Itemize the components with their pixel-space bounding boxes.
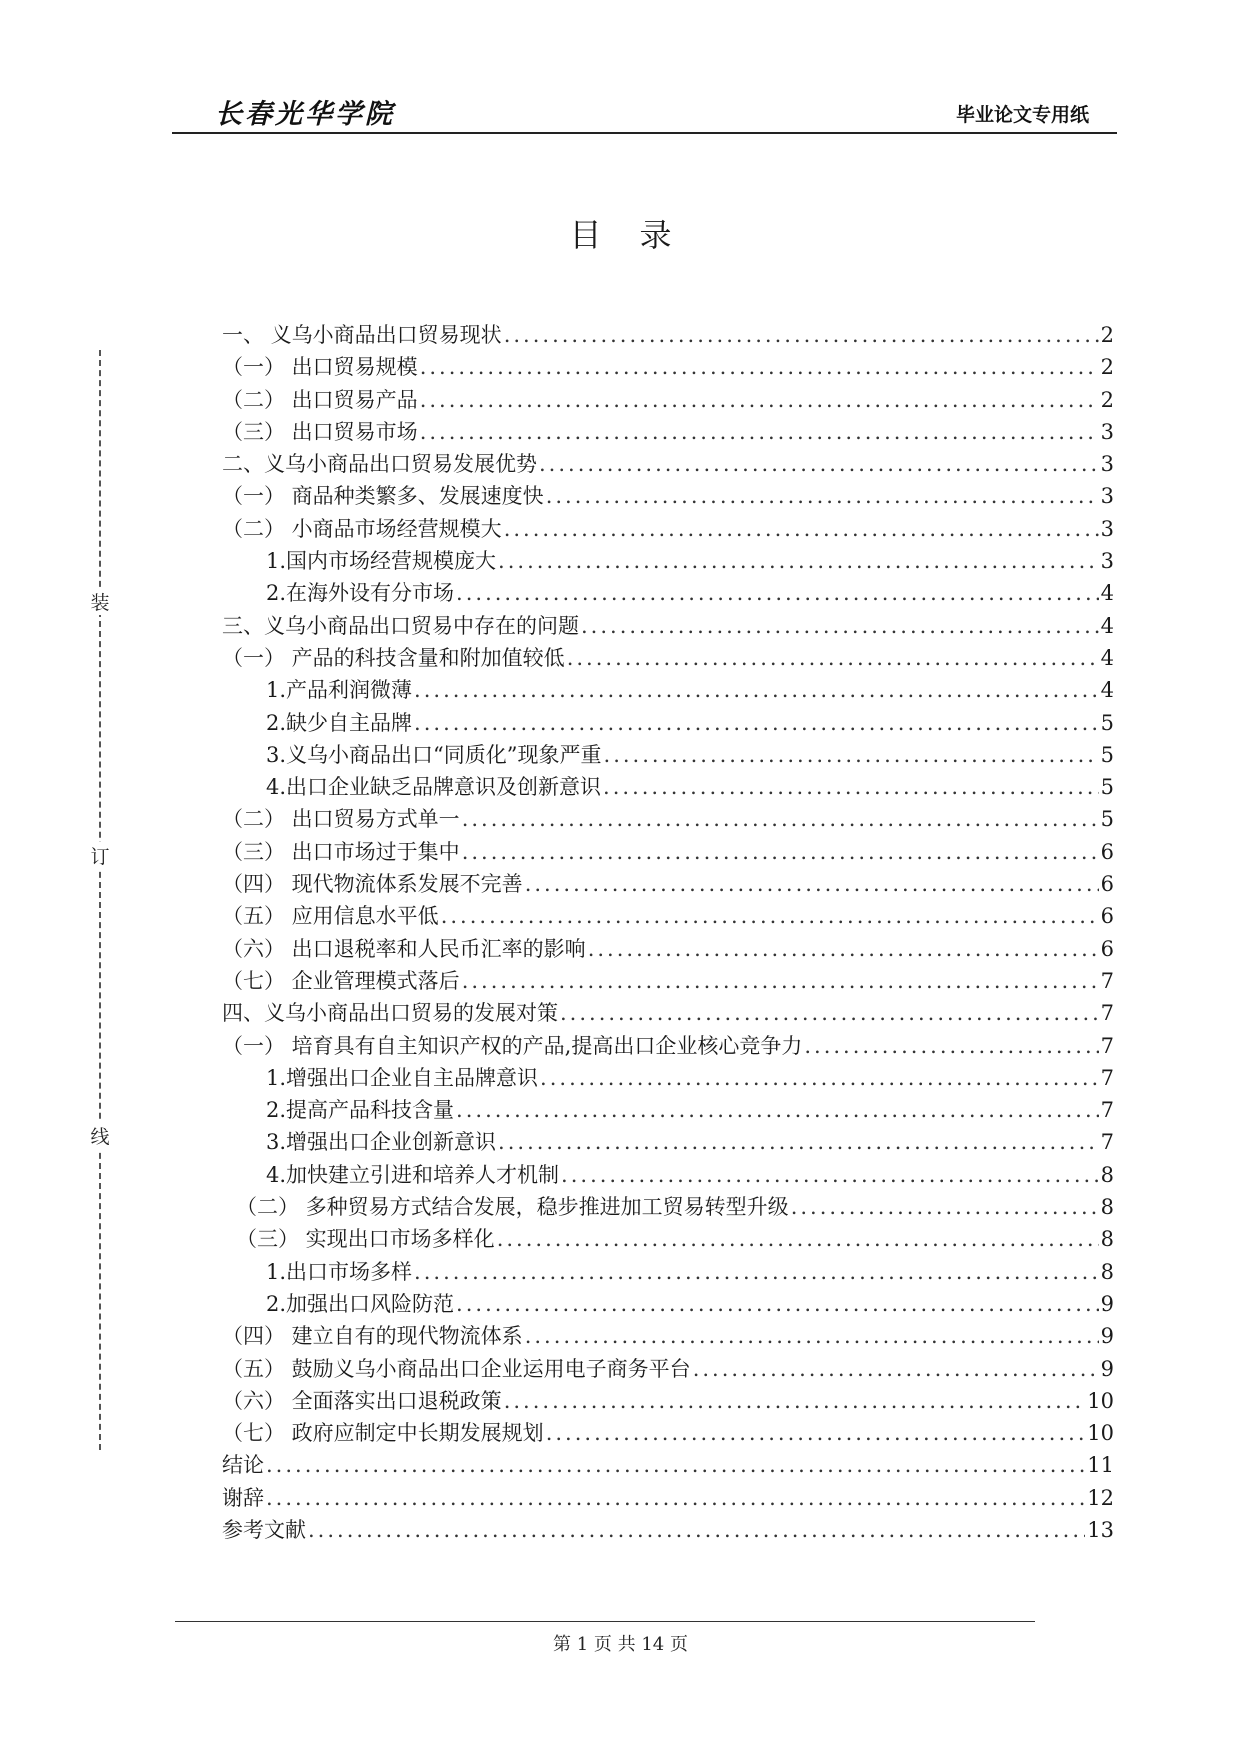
dot-leader — [504, 319, 1099, 351]
toc-entry-title: （三） 出口市场过于集中 — [222, 839, 460, 864]
toc-entry-title: 4.加快建立引进和培养人才机制 — [266, 1162, 560, 1187]
toc-entry[interactable] — [222, 1030, 1114, 1062]
dot-leader — [588, 933, 1099, 965]
toc-entry-page: 6 — [1100, 936, 1114, 961]
toc-entry-page: 5 — [1100, 742, 1114, 767]
dot-leader — [420, 384, 1099, 416]
toc-entry-title: 3.增强出口企业创新意识 — [266, 1130, 497, 1155]
toc-entry-title: （二） 多种贸易方式结合发展，稳步推进加工贸易转型升级 — [236, 1195, 789, 1220]
toc-entry[interactable] — [222, 1223, 1114, 1255]
dot-leader — [420, 351, 1099, 383]
toc-entry[interactable] — [222, 1191, 1114, 1223]
toc-entry[interactable] — [222, 416, 1114, 448]
toc-entry[interactable] — [222, 577, 1114, 609]
dot-leader — [546, 1417, 1086, 1449]
paper-label: 毕业论文专用纸 — [955, 104, 1089, 126]
toc-entry-page: 8 — [1100, 1195, 1114, 1220]
dot-leader — [456, 1288, 1099, 1320]
toc-entry-page: 6 — [1100, 904, 1114, 929]
toc-entry-page: 11 — [1087, 1453, 1114, 1478]
dot-leader — [498, 1126, 1099, 1158]
dot-leader — [693, 1353, 1099, 1385]
table-of-contents — [222, 319, 1114, 1546]
toc-entry[interactable] — [222, 384, 1114, 416]
toc-entry-title: （二） 出口贸易产品 — [222, 387, 418, 412]
toc-entry-title: 一、 义乌小商品出口贸易现状 — [222, 323, 502, 347]
toc-entry[interactable] — [222, 1449, 1114, 1481]
toc-entry-title: 1.出口市场多样 — [266, 1259, 413, 1284]
toc-entry[interactable] — [222, 1094, 1114, 1126]
binding-label: 订 — [88, 842, 112, 869]
toc-entry-page: 7 — [1100, 968, 1114, 993]
toc-entry-title: （四） 建立自有的现代物流体系 — [222, 1324, 523, 1349]
dot-leader — [504, 513, 1099, 545]
toc-entry-page: 9 — [1100, 1324, 1114, 1349]
toc-entry-title: （四） 现代物流体系发展不完善 — [222, 872, 523, 897]
toc-entry[interactable] — [222, 836, 1114, 868]
toc-entry-page: 7 — [1100, 1065, 1114, 1090]
toc-entry-title: （二） 出口贸易方式单一 — [222, 807, 460, 832]
dot-leader — [581, 610, 1099, 642]
toc-entry-title: （六） 全面落实出口退税政策 — [222, 1388, 502, 1413]
toc-entry-title: （一） 出口贸易规模 — [222, 355, 418, 380]
dot-leader — [561, 1159, 1099, 1191]
dot-leader — [462, 803, 1099, 835]
toc-entry-title: （五） 鼓励义乌小商品出口企业运用电子商务平台 — [222, 1356, 691, 1381]
toc-entry[interactable] — [222, 900, 1114, 932]
dot-leader — [414, 1256, 1099, 1288]
toc-entry-title: （七） 政府应制定中长期发展规划 — [222, 1421, 544, 1446]
dot-leader — [441, 900, 1099, 932]
toc-entry[interactable] — [222, 707, 1114, 739]
toc-entry-title: 二、义乌小商品出口贸易发展优势 — [222, 452, 537, 477]
page-number: 第 1 页 共 14 页 — [553, 1634, 688, 1655]
toc-entry[interactable] — [222, 448, 1114, 480]
toc-entry-page: 12 — [1087, 1485, 1114, 1510]
dot-leader — [546, 480, 1099, 512]
toc-entry[interactable] — [222, 351, 1114, 383]
toc-entry-page: 6 — [1100, 839, 1114, 864]
toc-entry-page: 10 — [1087, 1421, 1114, 1446]
toc-entry[interactable] — [222, 803, 1114, 835]
dot-leader — [525, 1320, 1099, 1352]
toc-entry[interactable] — [222, 1256, 1114, 1288]
dot-leader — [497, 1223, 1099, 1255]
dot-leader — [540, 1062, 1099, 1094]
dot-leader — [567, 642, 1099, 674]
dot-leader — [804, 1030, 1098, 1062]
toc-entry[interactable] — [222, 933, 1114, 965]
toc-entry-page: 8 — [1100, 1227, 1114, 1252]
toc-entry-title: 2.提高产品科技含量 — [266, 1098, 455, 1123]
toc-entry-title: 4.出口企业缺乏品牌意识及创新意识 — [266, 775, 602, 800]
toc-entry-title: 谢辞 — [222, 1485, 264, 1510]
toc-entry-title: 2.在海外设有分市场 — [266, 581, 455, 606]
toc-entry-page: 2 — [1100, 323, 1114, 347]
toc-entry[interactable] — [222, 1353, 1114, 1385]
toc-entry[interactable] — [222, 771, 1114, 803]
toc-entry[interactable] — [222, 1159, 1114, 1191]
dot-leader — [560, 997, 1099, 1029]
toc-entry[interactable] — [222, 1385, 1114, 1417]
toc-entry-page: 3 — [1100, 484, 1114, 509]
toc-entry[interactable] — [222, 739, 1114, 771]
toc-title: 目录 — [569, 216, 710, 254]
toc-entry-title: 2.加强出口风险防范 — [266, 1291, 455, 1316]
toc-entry-title: （一） 产品的科技含量和附加值较低 — [222, 645, 565, 670]
toc-entry[interactable] — [222, 997, 1114, 1029]
toc-entry[interactable] — [222, 1482, 1114, 1514]
toc-entry[interactable] — [222, 480, 1114, 512]
toc-entry[interactable] — [222, 545, 1114, 577]
dot-leader — [498, 545, 1099, 577]
toc-entry-page: 10 — [1087, 1388, 1114, 1413]
toc-entry-page: 7 — [1100, 1130, 1114, 1155]
toc-entry[interactable] — [222, 513, 1114, 545]
dot-leader — [266, 1482, 1085, 1514]
toc-entry[interactable] — [222, 1126, 1114, 1158]
toc-entry-title: （三） 出口贸易市场 — [222, 419, 418, 444]
toc-entry-page: 7 — [1100, 1001, 1114, 1026]
binding-line — [99, 350, 101, 1450]
dot-leader — [603, 771, 1099, 803]
toc-entry-page: 5 — [1100, 710, 1114, 735]
toc-entry[interactable] — [222, 1320, 1114, 1352]
toc-entry-title: 1.增强出口企业自主品牌意识 — [266, 1065, 539, 1090]
toc-entry-page: 3 — [1100, 452, 1114, 477]
toc-entry-page: 3 — [1100, 549, 1114, 574]
toc-entry-page: 4 — [1100, 645, 1114, 670]
toc-entry[interactable] — [222, 674, 1114, 706]
dot-leader — [539, 448, 1099, 480]
toc-entry[interactable] — [222, 868, 1114, 900]
toc-entry-page: 5 — [1100, 807, 1114, 832]
toc-entry-title: 四、义乌小商品出口贸易的发展对策 — [222, 1001, 558, 1026]
dot-leader — [791, 1191, 1099, 1223]
binding-label: 装 — [88, 588, 112, 615]
toc-entry[interactable] — [222, 1062, 1114, 1094]
toc-entry[interactable] — [222, 319, 1114, 351]
toc-entry-page: 3 — [1100, 516, 1114, 541]
toc-entry-title: （二） 小商品市场经营规模大 — [222, 516, 502, 541]
toc-entry[interactable] — [222, 1417, 1114, 1449]
dot-leader — [414, 674, 1099, 706]
toc-entry-page: 4 — [1100, 678, 1114, 703]
school-name: 长春光华学院 — [215, 99, 395, 130]
toc-entry-page: 7 — [1100, 1098, 1114, 1123]
dot-leader — [504, 1385, 1086, 1417]
toc-entry-title: （七） 企业管理模式落后 — [222, 968, 460, 993]
toc-entry-title: （三） 实现出口市场多样化 — [236, 1227, 495, 1252]
toc-entry-title: 参考文献 — [222, 1517, 306, 1542]
toc-entry-page: 9 — [1100, 1356, 1114, 1381]
toc-entry-title: 1.国内市场经营规模庞大 — [266, 549, 497, 574]
dot-leader — [308, 1514, 1085, 1546]
toc-entry[interactable] — [222, 610, 1114, 642]
dot-leader — [266, 1449, 1085, 1481]
toc-entry-title: 三、义乌小商品出口贸易中存在的问题 — [222, 613, 579, 638]
toc-entry-page: 2 — [1100, 355, 1114, 380]
toc-entry[interactable] — [222, 965, 1114, 997]
dot-leader — [525, 868, 1099, 900]
toc-entry-title: 1.产品利润微薄 — [266, 678, 413, 703]
toc-entry-page: 8 — [1100, 1259, 1114, 1284]
toc-entry-page: 9 — [1100, 1291, 1114, 1316]
dot-leader — [456, 1094, 1099, 1126]
dot-leader — [420, 416, 1099, 448]
header-divider — [172, 132, 1117, 134]
toc-entry-title: 3.义乌小商品出口“同质化”现象严重 — [266, 742, 602, 767]
toc-entry[interactable] — [222, 1288, 1114, 1320]
toc-entry-page: 4 — [1100, 581, 1114, 606]
toc-entry-page: 2 — [1100, 387, 1114, 412]
toc-entry-title: 结论 — [222, 1453, 264, 1478]
toc-entry-page: 7 — [1100, 1033, 1114, 1058]
binding-label: 线 — [88, 1122, 112, 1149]
toc-entry[interactable] — [222, 1514, 1114, 1546]
toc-entry-page: 5 — [1100, 775, 1114, 800]
toc-entry-page: 13 — [1087, 1517, 1114, 1542]
toc-entry-title: （一） 培育具有自主知识产权的产品,提高出口企业核心竞争力 — [222, 1033, 803, 1058]
dot-leader — [604, 739, 1099, 771]
toc-entry-page: 8 — [1100, 1162, 1114, 1187]
dot-leader — [456, 577, 1099, 609]
toc-entry-page: 4 — [1100, 613, 1114, 638]
toc-entry-title: 2.缺少自主品牌 — [266, 710, 413, 735]
dot-leader — [462, 836, 1099, 868]
footer-divider — [175, 1621, 1035, 1622]
toc-entry-title: （六） 出口退税率和人民币汇率的影响 — [222, 936, 586, 961]
toc-entry[interactable] — [222, 642, 1114, 674]
toc-entry-page: 3 — [1100, 419, 1114, 444]
toc-entry-title: （一） 商品种类繁多、发展速度快 — [222, 484, 544, 509]
toc-entry-page: 6 — [1100, 872, 1114, 897]
dot-leader — [462, 965, 1099, 997]
dot-leader — [414, 707, 1099, 739]
toc-entry-title: （五） 应用信息水平低 — [222, 904, 439, 929]
